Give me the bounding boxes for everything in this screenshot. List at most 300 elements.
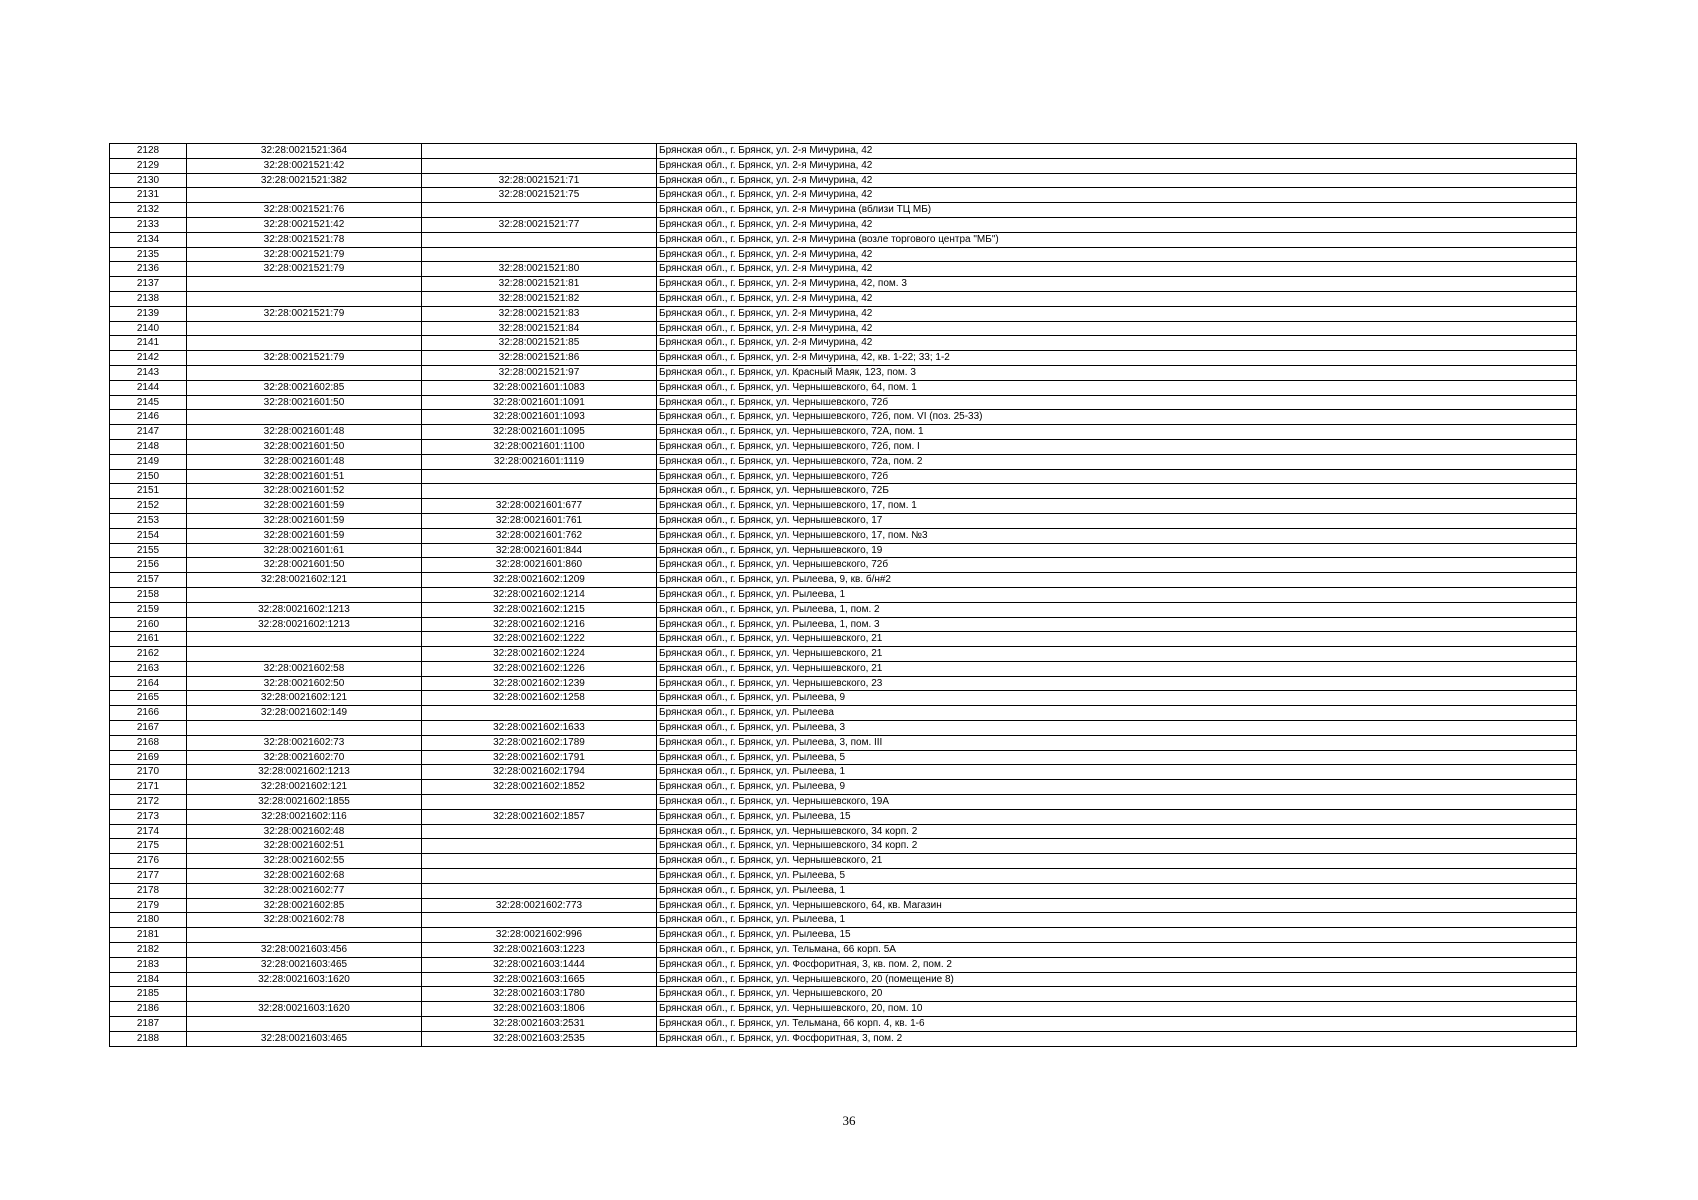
object-cadastral-number-cell: 32:28:0021602:1794: [422, 765, 657, 780]
parcel-cadastral-number-cell: 32:28:0021602:55: [187, 854, 422, 869]
parcel-cadastral-number-cell: [187, 365, 422, 380]
object-cadastral-number-cell: 32:28:0021601:761: [422, 513, 657, 528]
address-cell: Брянская обл., г. Брянск, ул. Чернышевского, 19А: [657, 795, 1577, 810]
row-number-cell: 2133: [110, 217, 187, 232]
table-row: [110, 469, 1577, 484]
parcel-cadastral-number-cell: 32:28:0021521:78: [187, 232, 422, 247]
address-cell: Брянская обл., г. Брянск, ул. 2-я Мичурина, 42, пом. 3: [657, 277, 1577, 292]
object-cadastral-number-cell: [422, 869, 657, 884]
object-cadastral-number-cell: 32:28:0021602:1239: [422, 676, 657, 691]
object-cadastral-number-cell: [422, 854, 657, 869]
row-number-cell: 2183: [110, 957, 187, 972]
parcel-cadastral-number-cell: 32:28:0021602:50: [187, 676, 422, 691]
table-row: [110, 869, 1577, 884]
table-row: [110, 883, 1577, 898]
parcel-cadastral-number-cell: [187, 291, 422, 306]
parcel-cadastral-number-cell: 32:28:0021521:42: [187, 217, 422, 232]
address-cell: Брянская обл., г. Брянск, ул. Красный Маяк, 123, пом. 3: [657, 365, 1577, 380]
object-cadastral-number-cell: 32:28:0021603:1780: [422, 987, 657, 1002]
object-cadastral-number-cell: 32:28:0021602:1222: [422, 632, 657, 647]
object-cadastral-number-cell: 32:28:0021602:1633: [422, 721, 657, 736]
object-cadastral-number-cell: [422, 484, 657, 499]
address-cell: Брянская обл., г. Брянск, ул. Рылеева: [657, 706, 1577, 721]
table-row: [110, 972, 1577, 987]
row-number-cell: 2153: [110, 513, 187, 528]
row-number-cell: 2155: [110, 543, 187, 558]
address-cell: Брянская обл., г. Брянск, ул. 2-я Мичурина, 42: [657, 217, 1577, 232]
parcel-cadastral-number-cell: 32:28:0021601:48: [187, 454, 422, 469]
address-cell: Брянская обл., г. Брянск, ул. 2-я Мичурина, 42: [657, 188, 1577, 203]
parcel-cadastral-number-cell: 32:28:0021521:79: [187, 306, 422, 321]
table-row: [110, 484, 1577, 499]
table-row: [110, 291, 1577, 306]
table-row: [110, 854, 1577, 869]
address-cell: Брянская обл., г. Брянск, ул. Рылеева, 9: [657, 780, 1577, 795]
parcel-cadastral-number-cell: [187, 632, 422, 647]
object-cadastral-number-cell: 32:28:0021521:97: [422, 365, 657, 380]
row-number-cell: 2151: [110, 484, 187, 499]
table-row: [110, 203, 1577, 218]
table-row: [110, 144, 1577, 159]
row-number-cell: 2169: [110, 750, 187, 765]
object-cadastral-number-cell: 32:28:0021521:85: [422, 336, 657, 351]
parcel-cadastral-number-cell: 32:28:0021602:77: [187, 883, 422, 898]
address-cell: Брянская обл., г. Брянск, ул. Чернышевского, 21: [657, 661, 1577, 676]
address-cell: Брянская обл., г. Брянск, ул. Чернышевского, 72А, пом. 1: [657, 425, 1577, 440]
parcel-cadastral-number-cell: [187, 321, 422, 336]
row-number-cell: 2132: [110, 203, 187, 218]
table-row: [110, 1017, 1577, 1032]
row-number-cell: 2140: [110, 321, 187, 336]
parcel-cadastral-number-cell: 32:28:0021601:51: [187, 469, 422, 484]
table-row: [110, 217, 1577, 232]
address-cell: Брянская обл., г. Брянск, ул. Чернышевского, 72б: [657, 469, 1577, 484]
address-cell: Брянская обл., г. Брянск, ул. Чернышевского, 17, пом. №3: [657, 528, 1577, 543]
table-row: [110, 765, 1577, 780]
table-row: [110, 824, 1577, 839]
object-cadastral-number-cell: 32:28:0021602:1224: [422, 647, 657, 662]
table-row: [110, 247, 1577, 262]
table-row: [110, 158, 1577, 173]
row-number-cell: 2175: [110, 839, 187, 854]
object-cadastral-number-cell: 32:28:0021603:1806: [422, 1002, 657, 1017]
row-number-cell: 2129: [110, 158, 187, 173]
object-cadastral-number-cell: 32:28:0021602:1209: [422, 573, 657, 588]
address-cell: Брянская обл., г. Брянск, ул. Чернышевского, 72б: [657, 558, 1577, 573]
address-cell: Брянская обл., г. Брянск, ул. Рылеева, 15: [657, 928, 1577, 943]
address-cell: Брянская обл., г. Брянск, ул. Чернышевского, 21: [657, 647, 1577, 662]
table-row: [110, 543, 1577, 558]
address-cell: Брянская обл., г. Брянск, ул. 2-я Мичурина, 42: [657, 158, 1577, 173]
row-number-cell: 2166: [110, 706, 187, 721]
address-cell: Брянская обл., г. Брянск, ул. 2-я Мичурина, 42: [657, 291, 1577, 306]
row-number-cell: 2138: [110, 291, 187, 306]
object-cadastral-number-cell: [422, 469, 657, 484]
address-cell: Брянская обл., г. Брянск, ул. Чернышевского, 20, пом. 10: [657, 1002, 1577, 1017]
parcel-cadastral-number-cell: 32:28:0021602:73: [187, 735, 422, 750]
object-cadastral-number-cell: 32:28:0021601:762: [422, 528, 657, 543]
table-row: [110, 410, 1577, 425]
row-number-cell: 2165: [110, 691, 187, 706]
parcel-cadastral-number-cell: 32:28:0021521:42: [187, 158, 422, 173]
row-number-cell: 2131: [110, 188, 187, 203]
row-number-cell: 2174: [110, 824, 187, 839]
parcel-cadastral-number-cell: 32:28:0021603:465: [187, 1031, 422, 1046]
row-number-cell: 2177: [110, 869, 187, 884]
object-cadastral-number-cell: 32:28:0021601:1091: [422, 395, 657, 410]
page-number: 36: [842, 1113, 856, 1128]
address-cell: Брянская обл., г. Брянск, ул. Фосфоритная, 3, пом. 2: [657, 1031, 1577, 1046]
table-row: [110, 617, 1577, 632]
address-cell: Брянская обл., г. Брянск, ул. Рылеева, 15: [657, 809, 1577, 824]
address-cell: Брянская обл., г. Брянск, ул. Чернышевского, 20 (помещение 8): [657, 972, 1577, 987]
row-number-cell: 2173: [110, 809, 187, 824]
parcel-cadastral-number-cell: 32:28:0021602:121: [187, 780, 422, 795]
parcel-cadastral-number-cell: 32:28:0021603:1620: [187, 972, 422, 987]
row-number-cell: 2188: [110, 1031, 187, 1046]
address-cell: Брянская обл., г. Брянск, ул. Рылеева, 5: [657, 750, 1577, 765]
object-cadastral-number-cell: 32:28:0021603:1444: [422, 957, 657, 972]
table-row: [110, 943, 1577, 958]
parcel-cadastral-number-cell: 32:28:0021602:51: [187, 839, 422, 854]
table-row: [110, 336, 1577, 351]
row-number-cell: 2176: [110, 854, 187, 869]
parcel-cadastral-number-cell: 32:28:0021602:48: [187, 824, 422, 839]
parcel-cadastral-number-cell: 32:28:0021602:121: [187, 573, 422, 588]
parcel-cadastral-number-cell: [187, 721, 422, 736]
table-row: [110, 351, 1577, 366]
address-cell: Брянская обл., г. Брянск, ул. Чернышевского, 64, кв. Магазин: [657, 898, 1577, 913]
address-cell: Брянская обл., г. Брянск, ул. Чернышевского, 21: [657, 632, 1577, 647]
address-cell: Брянская обл., г. Брянск, ул. Чернышевского, 72б, пом. I: [657, 439, 1577, 454]
register-table: [109, 143, 1577, 1047]
table-row: [110, 573, 1577, 588]
table-row: [110, 987, 1577, 1002]
address-cell: Брянская обл., г. Брянск, ул. Рылеева, 9, кв. б/н#2: [657, 573, 1577, 588]
table-row: [110, 661, 1577, 676]
table-row: [110, 365, 1577, 380]
parcel-cadastral-number-cell: 32:28:0021603:465: [187, 957, 422, 972]
object-cadastral-number-cell: [422, 203, 657, 218]
object-cadastral-number-cell: 32:28:0021602:1852: [422, 780, 657, 795]
row-number-cell: 2134: [110, 232, 187, 247]
object-cadastral-number-cell: [422, 913, 657, 928]
row-number-cell: 2146: [110, 410, 187, 425]
address-cell: Брянская обл., г. Брянск, ул. Фосфоритная, 3, кв. пом. 2, пом. 2: [657, 957, 1577, 972]
address-cell: Брянская обл., г. Брянск, ул. Чернышевского, 72б: [657, 395, 1577, 410]
parcel-cadastral-number-cell: 32:28:0021601:59: [187, 499, 422, 514]
parcel-cadastral-number-cell: 32:28:0021602:70: [187, 750, 422, 765]
address-cell: Брянская обл., г. Брянск, ул. Тельмана, 66 корп. 5А: [657, 943, 1577, 958]
row-number-cell: 2158: [110, 587, 187, 602]
object-cadastral-number-cell: 32:28:0021601:844: [422, 543, 657, 558]
row-number-cell: 2139: [110, 306, 187, 321]
object-cadastral-number-cell: [422, 839, 657, 854]
parcel-cadastral-number-cell: 32:28:0021602:85: [187, 898, 422, 913]
address-cell: Брянская обл., г. Брянск, ул. 2-я Мичурина, 42: [657, 336, 1577, 351]
table-row: [110, 647, 1577, 662]
row-number-cell: 2143: [110, 365, 187, 380]
object-cadastral-number-cell: 32:28:0021521:84: [422, 321, 657, 336]
object-cadastral-number-cell: [422, 795, 657, 810]
address-cell: Брянская обл., г. Брянск, ул. Чернышевского, 72б, пом. VI (поз. 25-33): [657, 410, 1577, 425]
parcel-cadastral-number-cell: 32:28:0021602:1213: [187, 617, 422, 632]
table-row: [110, 277, 1577, 292]
parcel-cadastral-number-cell: [187, 587, 422, 602]
address-cell: Брянская обл., г. Брянск, ул. 2-я Мичурина, 42: [657, 321, 1577, 336]
parcel-cadastral-number-cell: 32:28:0021601:50: [187, 558, 422, 573]
parcel-cadastral-number-cell: 32:28:0021601:50: [187, 395, 422, 410]
table-row: [110, 706, 1577, 721]
parcel-cadastral-number-cell: 32:28:0021601:61: [187, 543, 422, 558]
parcel-cadastral-number-cell: [187, 277, 422, 292]
row-number-cell: 2137: [110, 277, 187, 292]
row-number-cell: 2136: [110, 262, 187, 277]
row-number-cell: 2141: [110, 336, 187, 351]
object-cadastral-number-cell: 32:28:0021521:82: [422, 291, 657, 306]
row-number-cell: 2178: [110, 883, 187, 898]
row-number-cell: 2156: [110, 558, 187, 573]
row-number-cell: 2162: [110, 647, 187, 662]
table-row: [110, 809, 1577, 824]
register-table-body: [110, 144, 1577, 1047]
address-cell: Брянская обл., г. Брянск, ул. Чернышевского, 72Б: [657, 484, 1577, 499]
address-cell: Брянская обл., г. Брянск, ул. 2-я Мичурина, 42: [657, 173, 1577, 188]
address-cell: Брянская обл., г. Брянск, ул. 2-я Мичурина, 42: [657, 262, 1577, 277]
object-cadastral-number-cell: [422, 883, 657, 898]
address-cell: Брянская обл., г. Брянск, ул. Чернышевского, 34 корп. 2: [657, 839, 1577, 854]
object-cadastral-number-cell: 32:28:0021602:1215: [422, 602, 657, 617]
row-number-cell: 2161: [110, 632, 187, 647]
row-number-cell: 2135: [110, 247, 187, 262]
table-row: [110, 957, 1577, 972]
object-cadastral-number-cell: 32:28:0021603:2531: [422, 1017, 657, 1032]
parcel-cadastral-number-cell: 32:28:0021601:59: [187, 513, 422, 528]
address-cell: Брянская обл., г. Брянск, ул. Чернышевского, 23: [657, 676, 1577, 691]
table-row: [110, 1002, 1577, 1017]
address-cell: Брянская обл., г. Брянск, ул. 2-я Мичурина, 42: [657, 144, 1577, 159]
object-cadastral-number-cell: 32:28:0021521:83: [422, 306, 657, 321]
table-row: [110, 306, 1577, 321]
row-number-cell: 2163: [110, 661, 187, 676]
object-cadastral-number-cell: 32:28:0021521:77: [422, 217, 657, 232]
parcel-cadastral-number-cell: 32:28:0021601:50: [187, 439, 422, 454]
parcel-cadastral-number-cell: 32:28:0021521:382: [187, 173, 422, 188]
table-row: [110, 721, 1577, 736]
parcel-cadastral-number-cell: 32:28:0021521:79: [187, 351, 422, 366]
parcel-cadastral-number-cell: 32:28:0021602:68: [187, 869, 422, 884]
object-cadastral-number-cell: [422, 158, 657, 173]
row-number-cell: 2130: [110, 173, 187, 188]
table-row: [110, 188, 1577, 203]
table-row: [110, 232, 1577, 247]
address-cell: Брянская обл., г. Брянск, ул. Чернышевского, 17: [657, 513, 1577, 528]
row-number-cell: 2185: [110, 987, 187, 1002]
parcel-cadastral-number-cell: [187, 336, 422, 351]
row-number-cell: 2170: [110, 765, 187, 780]
parcel-cadastral-number-cell: 32:28:0021521:364: [187, 144, 422, 159]
row-number-cell: 2179: [110, 898, 187, 913]
parcel-cadastral-number-cell: 32:28:0021602:78: [187, 913, 422, 928]
parcel-cadastral-number-cell: 32:28:0021602:1213: [187, 765, 422, 780]
row-number-cell: 2152: [110, 499, 187, 514]
address-cell: Брянская обл., г. Брянск, ул. Рылеева, 1, пом. 3: [657, 617, 1577, 632]
table-row: [110, 839, 1577, 854]
table-row: [110, 380, 1577, 395]
object-cadastral-number-cell: 32:28:0021602:1226: [422, 661, 657, 676]
row-number-cell: 2164: [110, 676, 187, 691]
parcel-cadastral-number-cell: 32:28:0021602:116: [187, 809, 422, 824]
address-cell: Брянская обл., г. Брянск, ул. Рылеева, 1: [657, 913, 1577, 928]
address-cell: Брянская обл., г. Брянск, ул. Чернышевского, 17, пом. 1: [657, 499, 1577, 514]
parcel-cadastral-number-cell: 32:28:0021601:59: [187, 528, 422, 543]
address-cell: Брянская обл., г. Брянск, ул. Тельмана, 66 корп. 4, кв. 1-6: [657, 1017, 1577, 1032]
parcel-cadastral-number-cell: 32:28:0021602:1855: [187, 795, 422, 810]
object-cadastral-number-cell: 32:28:0021601:860: [422, 558, 657, 573]
object-cadastral-number-cell: 32:28:0021601:677: [422, 499, 657, 514]
table-row: [110, 395, 1577, 410]
row-number-cell: 2181: [110, 928, 187, 943]
table-row: [110, 173, 1577, 188]
object-cadastral-number-cell: 32:28:0021602:1789: [422, 735, 657, 750]
object-cadastral-number-cell: 32:28:0021521:75: [422, 188, 657, 203]
address-cell: Брянская обл., г. Брянск, ул. Рылеева, 5: [657, 869, 1577, 884]
table-row: [110, 528, 1577, 543]
row-number-cell: 2142: [110, 351, 187, 366]
parcel-cadastral-number-cell: 32:28:0021602:121: [187, 691, 422, 706]
object-cadastral-number-cell: 32:28:0021602:1216: [422, 617, 657, 632]
parcel-cadastral-number-cell: 32:28:0021602:85: [187, 380, 422, 395]
table-row: [110, 928, 1577, 943]
parcel-cadastral-number-cell: [187, 647, 422, 662]
table-row: [110, 750, 1577, 765]
row-number-cell: 2157: [110, 573, 187, 588]
table-row: [110, 513, 1577, 528]
parcel-cadastral-number-cell: [187, 410, 422, 425]
address-cell: Брянская обл., г. Брянск, ул. Рылеева, 1: [657, 587, 1577, 602]
parcel-cadastral-number-cell: [187, 987, 422, 1002]
object-cadastral-number-cell: 32:28:0021603:1223: [422, 943, 657, 958]
object-cadastral-number-cell: [422, 232, 657, 247]
object-cadastral-number-cell: [422, 144, 657, 159]
row-number-cell: 2148: [110, 439, 187, 454]
object-cadastral-number-cell: 32:28:0021601:1119: [422, 454, 657, 469]
row-number-cell: 2147: [110, 425, 187, 440]
table-row: [110, 795, 1577, 810]
table-row: [110, 454, 1577, 469]
object-cadastral-number-cell: 32:28:0021602:1857: [422, 809, 657, 824]
object-cadastral-number-cell: 32:28:0021603:1665: [422, 972, 657, 987]
row-number-cell: 2168: [110, 735, 187, 750]
address-cell: Брянская обл., г. Брянск, ул. Чернышевского, 21: [657, 854, 1577, 869]
row-number-cell: 2182: [110, 943, 187, 958]
row-number-cell: 2144: [110, 380, 187, 395]
address-cell: Брянская обл., г. Брянск, ул. Чернышевского, 34 корп. 2: [657, 824, 1577, 839]
row-number-cell: 2186: [110, 1002, 187, 1017]
object-cadastral-number-cell: 32:28:0021602:996: [422, 928, 657, 943]
table-row: [110, 425, 1577, 440]
object-cadastral-number-cell: 32:28:0021521:71: [422, 173, 657, 188]
address-cell: Брянская обл., г. Брянск, ул. Чернышевского, 64, пом. 1: [657, 380, 1577, 395]
table-row: [110, 691, 1577, 706]
table-row: [110, 632, 1577, 647]
table-row: [110, 780, 1577, 795]
row-number-cell: 2184: [110, 972, 187, 987]
parcel-cadastral-number-cell: 32:28:0021521:76: [187, 203, 422, 218]
table-row: [110, 1031, 1577, 1046]
parcel-cadastral-number-cell: 32:28:0021602:1213: [187, 602, 422, 617]
row-number-cell: 2172: [110, 795, 187, 810]
table-row: [110, 321, 1577, 336]
address-cell: Брянская обл., г. Брянск, ул. Чернышевского, 20: [657, 987, 1577, 1002]
table-row: [110, 602, 1577, 617]
row-number-cell: 2128: [110, 144, 187, 159]
address-cell: Брянская обл., г. Брянск, ул. Рылеева, 1: [657, 883, 1577, 898]
table-row: [110, 735, 1577, 750]
object-cadastral-number-cell: [422, 706, 657, 721]
row-number-cell: 2180: [110, 913, 187, 928]
parcel-cadastral-number-cell: 32:28:0021603:456: [187, 943, 422, 958]
object-cadastral-number-cell: 32:28:0021601:1083: [422, 380, 657, 395]
address-cell: Брянская обл., г. Брянск, ул. Рылеева, 3, пом. III: [657, 735, 1577, 750]
object-cadastral-number-cell: [422, 824, 657, 839]
address-cell: Брянская обл., г. Брянск, ул. 2-я Мичурина, 42: [657, 306, 1577, 321]
parcel-cadastral-number-cell: 32:28:0021521:79: [187, 247, 422, 262]
address-cell: Брянская обл., г. Брянск, ул. Чернышевского, 72а, пом. 2: [657, 454, 1577, 469]
object-cadastral-number-cell: 32:28:0021601:1093: [422, 410, 657, 425]
object-cadastral-number-cell: 32:28:0021602:773: [422, 898, 657, 913]
address-cell: Брянская обл., г. Брянск, ул. Рылеева, 3: [657, 721, 1577, 736]
table-row: [110, 898, 1577, 913]
parcel-cadastral-number-cell: [187, 928, 422, 943]
parcel-cadastral-number-cell: 32:28:0021602:149: [187, 706, 422, 721]
object-cadastral-number-cell: 32:28:0021601:1095: [422, 425, 657, 440]
parcel-cadastral-number-cell: [187, 188, 422, 203]
object-cadastral-number-cell: 32:28:0021601:1100: [422, 439, 657, 454]
parcel-cadastral-number-cell: 32:28:0021601:52: [187, 484, 422, 499]
table-row: [110, 262, 1577, 277]
parcel-cadastral-number-cell: 32:28:0021603:1620: [187, 1002, 422, 1017]
parcel-cadastral-number-cell: [187, 1017, 422, 1032]
object-cadastral-number-cell: 32:28:0021521:80: [422, 262, 657, 277]
row-number-cell: 2187: [110, 1017, 187, 1032]
table-row: [110, 499, 1577, 514]
address-cell: Брянская обл., г. Брянск, ул. 2-я Мичурина, 42: [657, 247, 1577, 262]
address-cell: Брянская обл., г. Брянск, ул. 2-я Мичурина (вблизи ТЦ МБ): [657, 203, 1577, 218]
row-number-cell: 2154: [110, 528, 187, 543]
row-number-cell: 2149: [110, 454, 187, 469]
address-cell: Брянская обл., г. Брянск, ул. Чернышевского, 19: [657, 543, 1577, 558]
address-cell: Брянская обл., г. Брянск, ул. Рылеева, 9: [657, 691, 1577, 706]
table-row: [110, 439, 1577, 454]
object-cadastral-number-cell: 32:28:0021602:1258: [422, 691, 657, 706]
object-cadastral-number-cell: 32:28:0021602:1214: [422, 587, 657, 602]
row-number-cell: 2150: [110, 469, 187, 484]
object-cadastral-number-cell: 32:28:0021603:2535: [422, 1031, 657, 1046]
row-number-cell: 2171: [110, 780, 187, 795]
row-number-cell: 2167: [110, 721, 187, 736]
table-row: [110, 587, 1577, 602]
object-cadastral-number-cell: 32:28:0021521:86: [422, 351, 657, 366]
object-cadastral-number-cell: 32:28:0021602:1791: [422, 750, 657, 765]
object-cadastral-number-cell: [422, 247, 657, 262]
row-number-cell: 2159: [110, 602, 187, 617]
address-cell: Брянская обл., г. Брянск, ул. 2-я Мичурина (возле торгового центра "МБ"): [657, 232, 1577, 247]
address-cell: Брянская обл., г. Брянск, ул. Рылеева, 1: [657, 765, 1577, 780]
parcel-cadastral-number-cell: 32:28:0021601:48: [187, 425, 422, 440]
address-cell: Брянская обл., г. Брянск, ул. Рылеева, 1, пом. 2: [657, 602, 1577, 617]
row-number-cell: 2160: [110, 617, 187, 632]
